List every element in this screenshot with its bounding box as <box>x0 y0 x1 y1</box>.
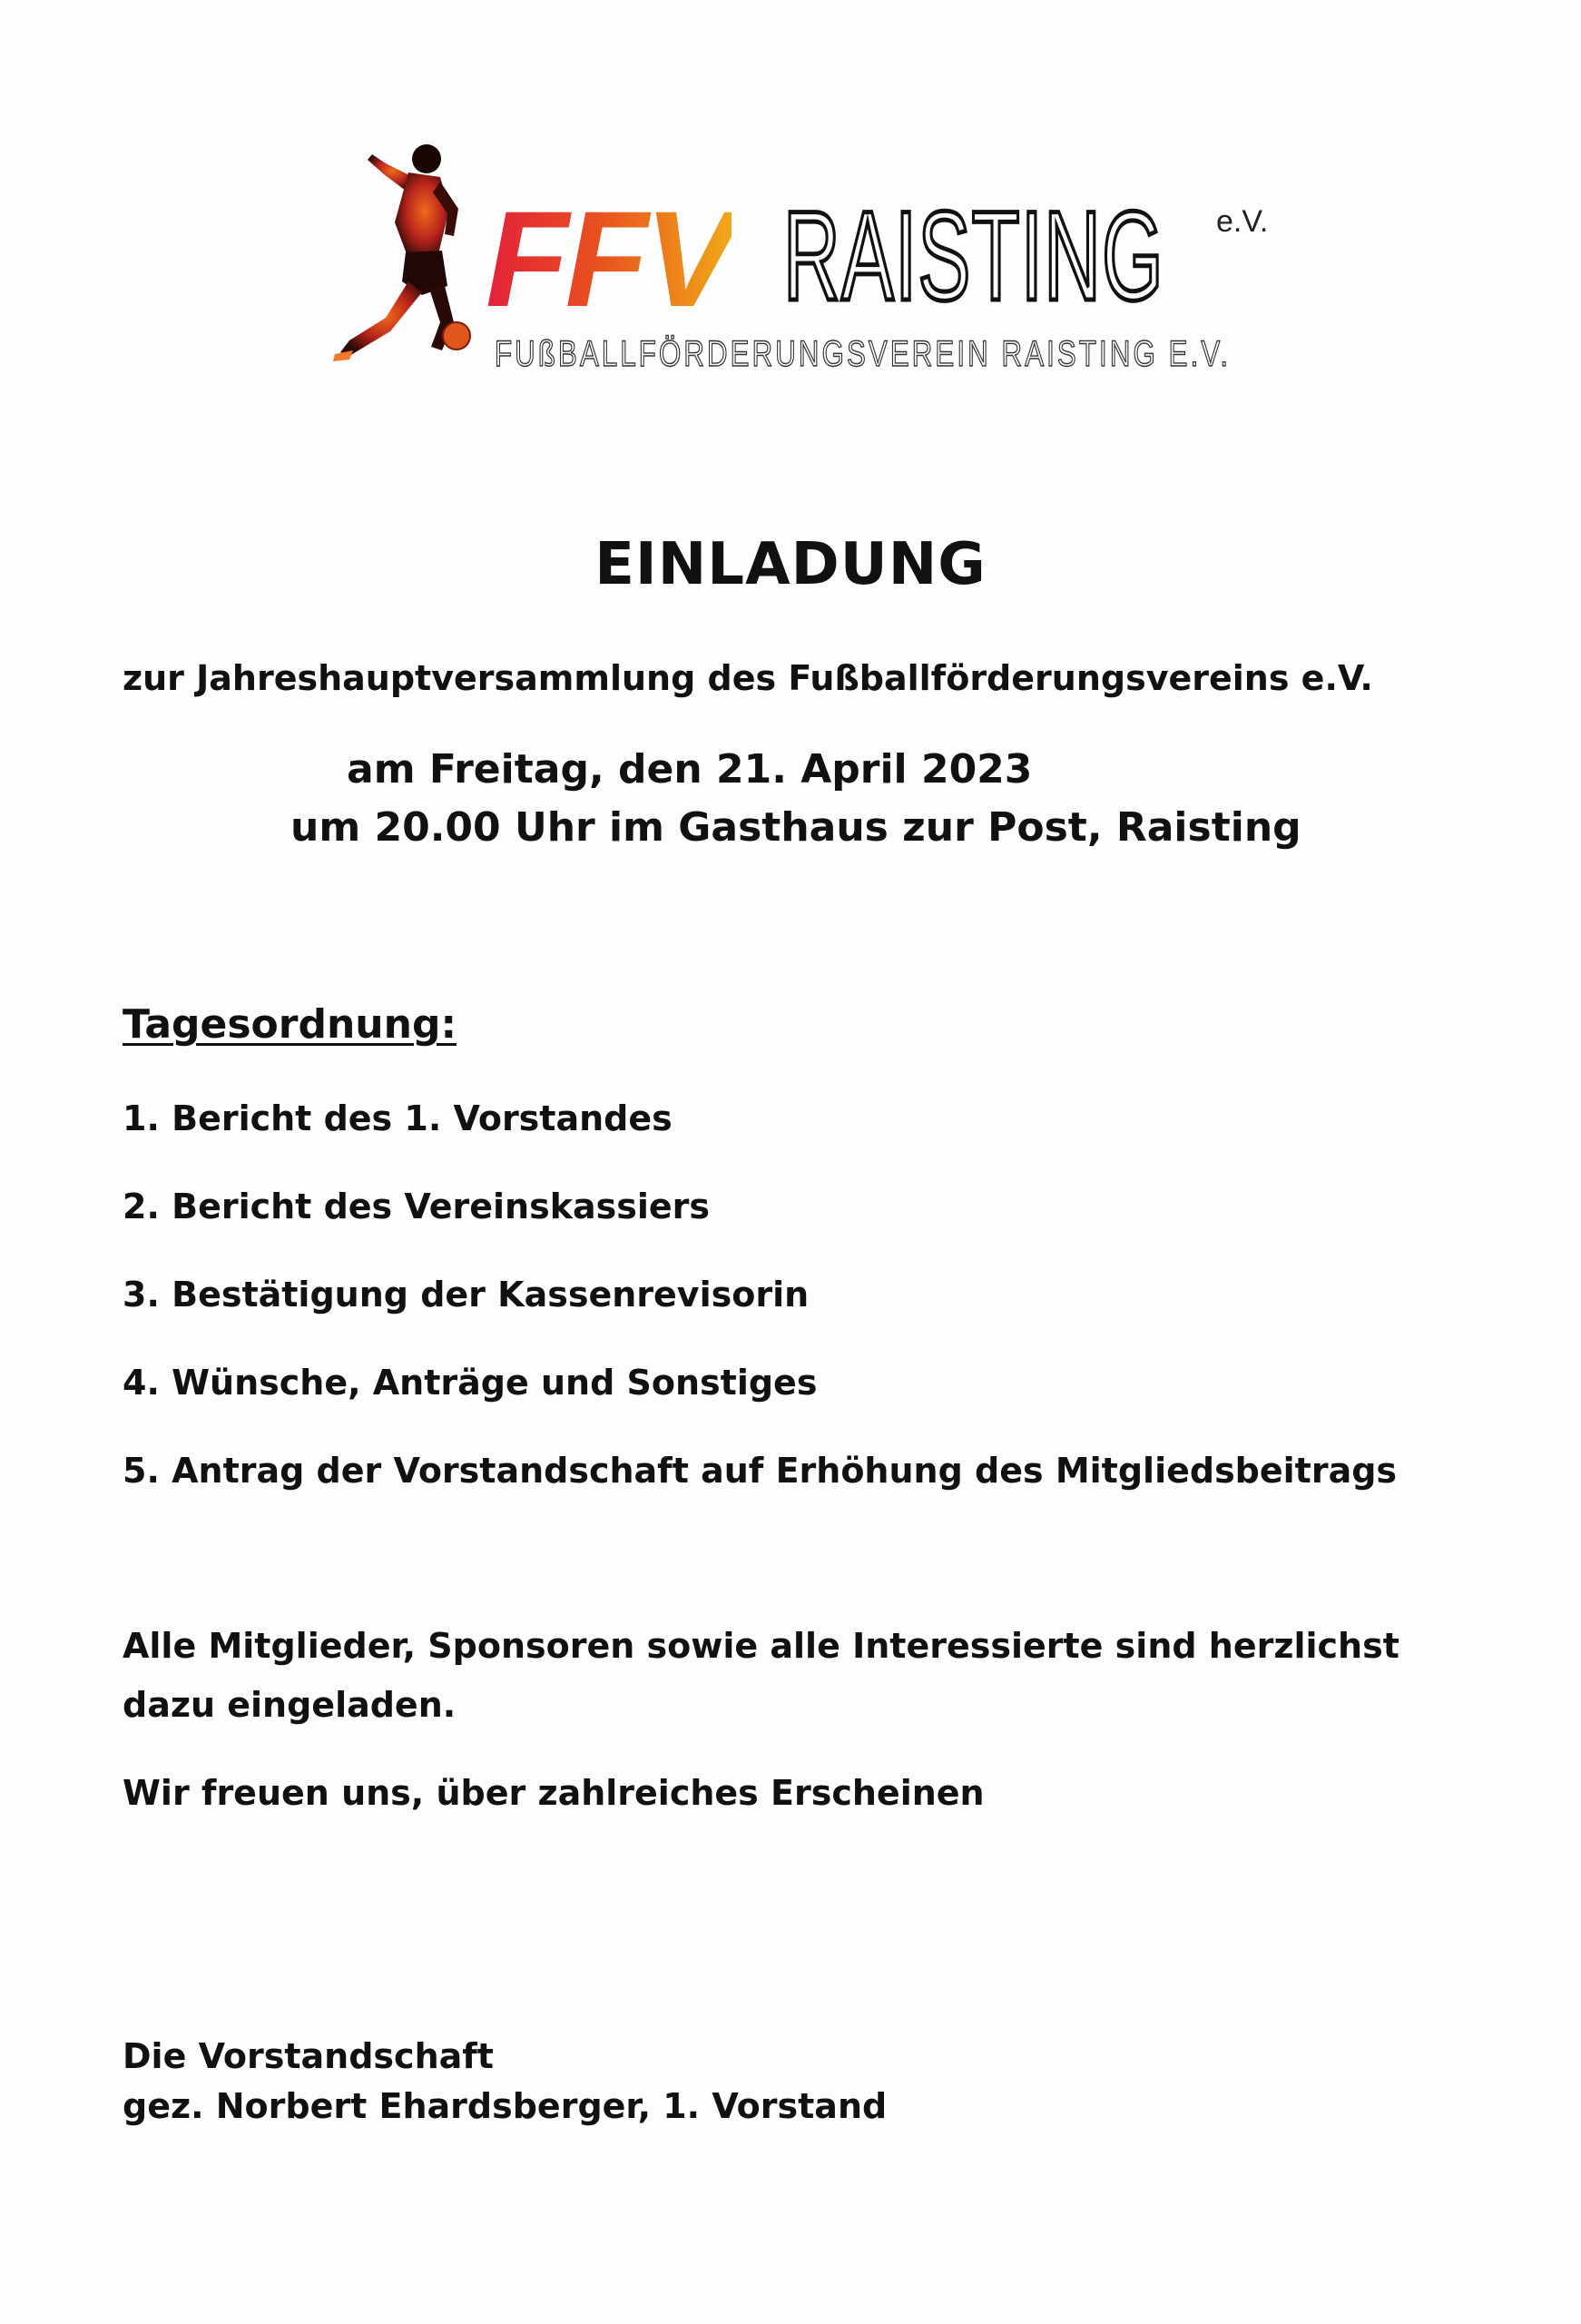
agenda-item: 4. Wünsche, Anträge und Sonstiges <box>123 1363 818 1403</box>
event-time-location: um 20.00 Uhr im Gasthaus zur Post, Raisting <box>290 804 1301 851</box>
logo-subtitle: FUßBALLFÖRDERUNGSVEREIN RAISTING E.V. <box>495 334 1232 374</box>
closing-text-line: dazu eingeladen. <box>123 1685 457 1725</box>
agenda-item: 1. Bericht des 1. Vorstandes <box>123 1098 673 1138</box>
signature-board: Die Vorstandschaft <box>123 2036 494 2076</box>
club-logo <box>322 136 1275 381</box>
agenda-item: 2. Bericht des Vereinskassiers <box>123 1187 711 1226</box>
agenda-item: 5. Antrag der Vorstandschaft auf Erhöhung des Mitgliedsbeitrags <box>123 1451 1398 1491</box>
football-player-icon <box>322 136 486 381</box>
document-title: EINLADUNG <box>594 531 987 598</box>
logo-raisting-text: RAISTING <box>783 184 1164 327</box>
document-subtitle: zur Jahreshauptversammlung des Fußballförderungsvereins e.V. <box>123 658 1373 698</box>
closing-text-line: Alle Mitglieder, Sponsoren sowie alle Interessierte sind herzlichst <box>123 1626 1399 1666</box>
event-date: am Freitag, den 21. April 2023 <box>347 746 1033 793</box>
agenda-heading: Tagesordnung: <box>123 1001 457 1048</box>
closing-greeting: Wir freuen uns, über zahlreiches Erscheinen <box>123 1773 985 1813</box>
signature-name: gez. Norbert Ehardsberger, 1. Vorstand <box>123 2086 888 2126</box>
logo-ffv-text: FFV <box>486 182 732 335</box>
agenda-item: 3. Bestätigung der Kassenrevisorin <box>123 1275 810 1315</box>
logo-ev-text: e.V. <box>1216 204 1269 239</box>
